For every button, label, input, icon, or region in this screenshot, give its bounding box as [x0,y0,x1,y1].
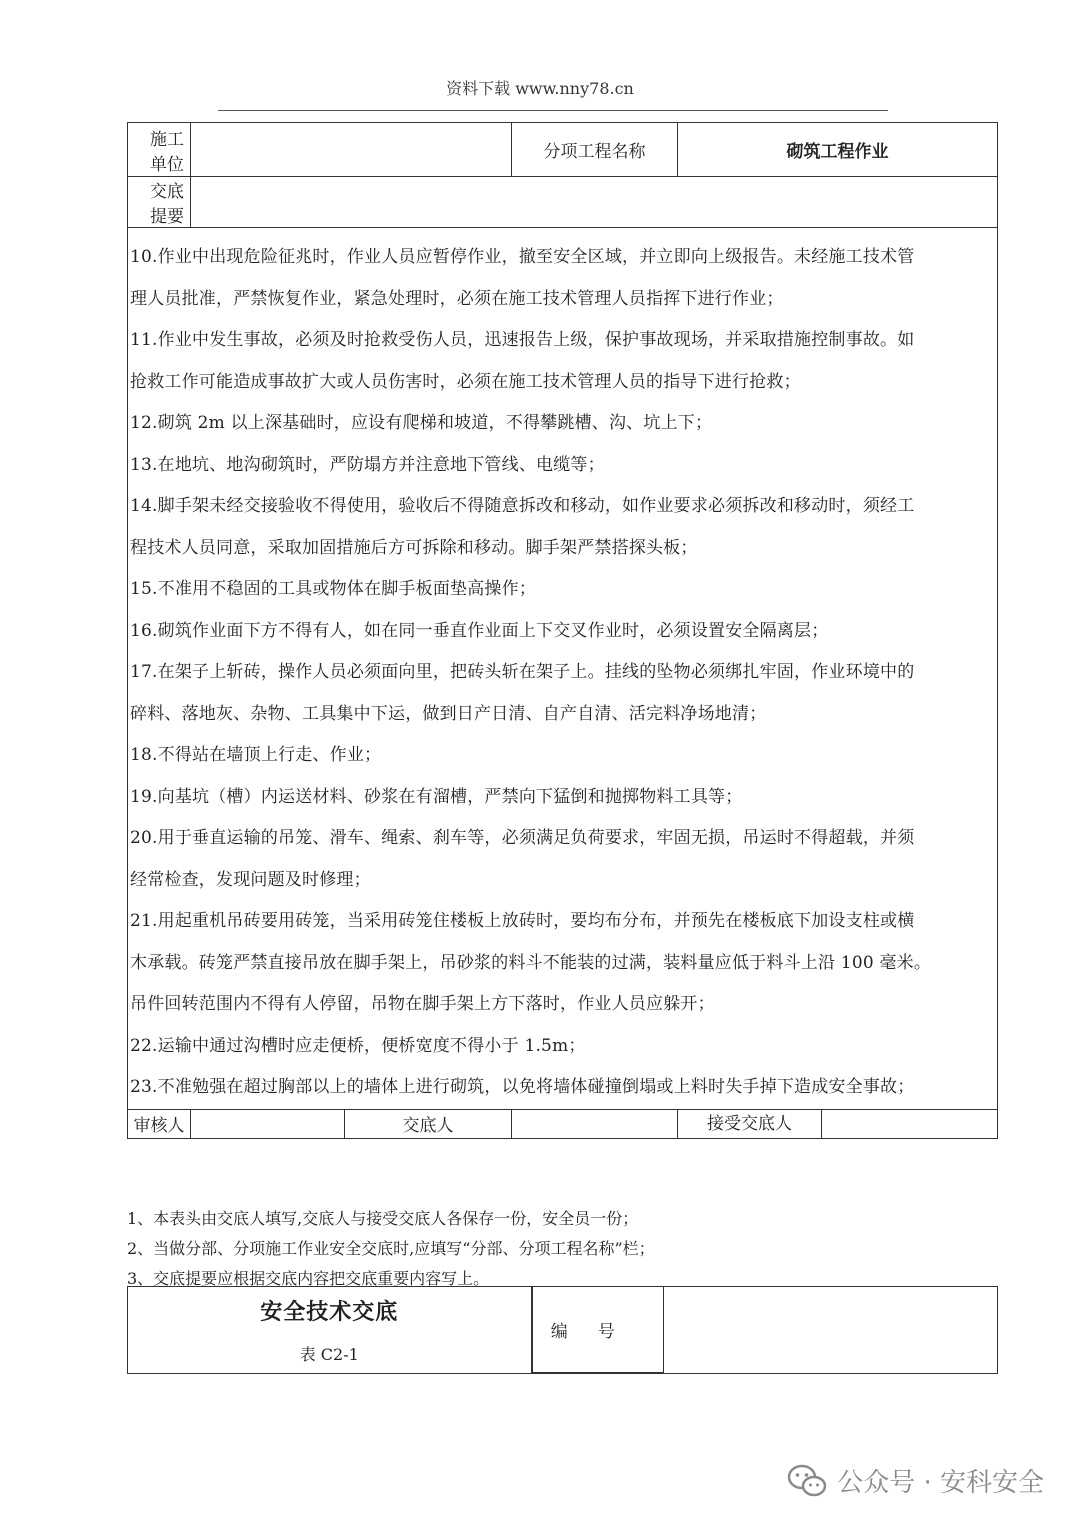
content-line: 经常检查，发现问题及时修理； [130,869,371,890]
briefing-content [128,228,998,1110]
footer-title-cell [128,1287,532,1374]
content-line: 11.作业中发生事故，必须及时抢救受伤人员，迅速报告上级，保护事故现场，并采取措施控制事故。如 [130,330,915,350]
form-title: 安全技术交底 [260,1298,399,1325]
note-item: 2、当做分部、分项施工作业安全交底时,应填写“分部、分项工程名称”栏； [127,1239,655,1258]
presenter-label: 交底人 [345,1109,512,1138]
content-line: 18.不得站在墙顶上行走、作业； [130,745,382,765]
safety-briefing-table [127,122,998,1139]
note-item: 1、本表头由交底人填写,交底人与接受交底人各保存一份，安全员一份； [127,1209,639,1228]
content-line: 17.在架子上斩砖，操作人员必须面向里，把砖头斩在架子上。挂线的坠物必须绑扎牢固，作业环境中的 [130,662,915,682]
number-label: 编号 [532,1287,664,1374]
content-line: 22.运输中通过沟槽时应走便桥，便桥宽度不得小于 1.5m； [130,1035,586,1056]
content-line: 12.砌筑 2m 以上深基础时，应设有爬梯和坡道，不得攀跳槽、沟、坑上下； [130,413,713,433]
reviewer-label: 审核人 [128,1109,191,1138]
content-line: 程技术人员同意，采取加固措施后方可拆除和移动。脚手架严禁搭探头板； [130,537,698,558]
content-line: 23.不准勉强在超过胸部以上的墙体上进行砌筑，以免将墙体碰撞倒塌或上料时失手掉下造成安全事故； [130,1077,915,1097]
form-number: 表 C2-1 [299,1344,359,1364]
content-line: 14.脚手架未经交接验收不得使用，验收后不得随意拆改和移动，如作业要求必须拆改和移动时，须经工 [130,496,915,516]
presenter-value[interactable] [512,1109,678,1138]
note-item: 3、交底提要应根据交底内容把交底重要内容写上。 [127,1269,490,1288]
content-line: 13.在地坑、地沟砌筑时，严防塌方并注意地下管线、电缆等； [130,454,605,475]
content-line: 15.不准用不稳固的工具或物体在脚手板面垫高操作； [130,579,537,599]
reviewer-value[interactable] [191,1109,345,1138]
content-line: 碎料、落地灰、杂物、工具集中下运，做到日产日清、自产自清、活完料净场地清； [130,703,767,724]
site-header: 资料下载 www.nny78.cn [446,79,634,98]
content-line: 抢救工作可能造成事故扩大或人员伤害时，必须在施工技术管理人员的指导下进行抢救； [130,371,801,392]
content-line: 20.用于垂直运输的吊笼、滑车、绳索、刹车等，必须满足负荷要求，牢固无损，吊运时不得超载，并须 [130,828,915,848]
content-line: 16.砌筑作业面下方不得有人，如在同一垂直作业面上下交叉作业时，必须设置安全隔离层； [130,620,829,641]
project-name-value[interactable]: 砌筑工程作业 [678,123,998,177]
summary-value[interactable] [191,177,998,228]
number-value[interactable] [664,1287,998,1374]
receiver-label: 接受交底人 [678,1110,822,1138]
form-notes [127,1204,655,1294]
summary-label: 交底提要 [128,177,191,228]
unit-label: 施工单位 [128,123,191,177]
header-divider [218,110,888,111]
content-line: 21.用起重机吊砖要用砖笼，当采用砖笼住楼板上放砖时，要均布分布，并预先在楼板底下加设支柱或横 [130,911,915,931]
content-line: 理人员批准，严禁恢复作业，紧急处理时，必须在施工技术管理人员指挥下进行作业； [130,288,784,309]
watermark-text: 公众号 · 安科安全 [837,1468,1044,1498]
content-line: 木承载。砖笼严禁直接吊放在脚手架上，吊砂浆的料斗不能装的过满，装料量应低于料斗上沿 100 毫米。 [130,952,932,973]
unit-value[interactable] [191,123,512,177]
content-line: 19.向基坑（槽）内运送材料、砂浆在有溜槽，严禁向下猛倒和抛掷物料工具等； [130,786,743,807]
receiver-cell [678,1109,998,1138]
project-name-label: 分项工程名称 [512,123,678,177]
watermark [787,1462,1044,1499]
footer-table [127,1286,998,1374]
receiver-value[interactable] [822,1110,997,1138]
wechat-icon [787,1464,827,1498]
content-line: 吊件回转范围内不得有人停留，吊物在脚手架上方下落时，作业人员应躲开； [130,994,715,1014]
content-line: 10.作业中出现危险征兆时，作业人员应暂停作业，撤至安全区域，并立即向上级报告。未经施工技术管 [130,247,915,267]
